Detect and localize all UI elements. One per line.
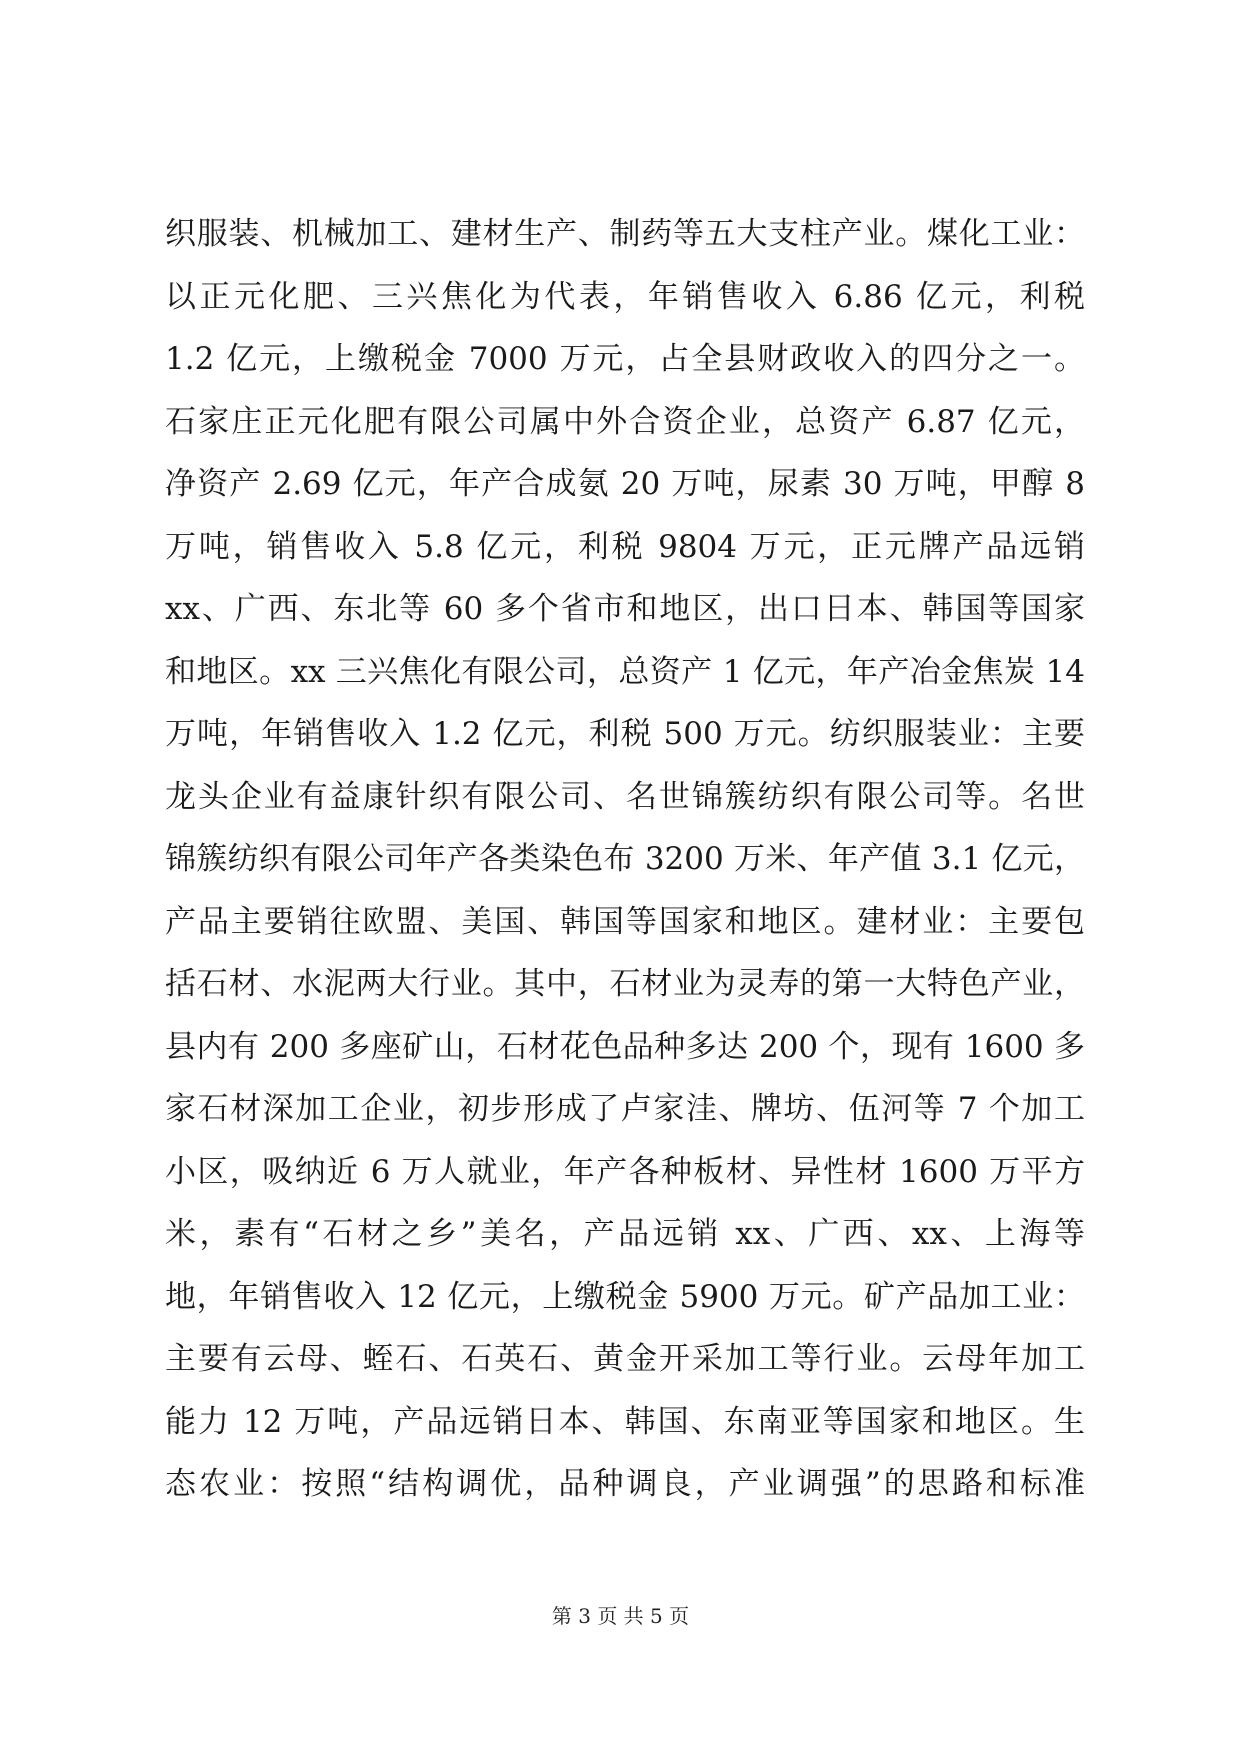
page-number-footer: 第 3 页 共 5 页 [551,1604,690,1628]
text-line: 地，年销售收入 12 亿元，上缴税金 5900 万元。矿产品加工业： [165,1278,1085,1315]
text-line: 织服装、机械加工、建材生产、制药等五大支柱产业。煤化工业： [165,216,1085,252]
text-line: 能力 12 万吨，产品远销日本、韩国、东南亚等国家和地区。生 [165,1403,1085,1440]
text-line: 锦簇纺织有限公司年产各类染色布 3200 万米、年产值 3.1 亿元， [165,841,1085,877]
text-line: 和地区。xx 三兴焦化有限公司，总资产 1 亿元，年产冶金焦炭 14 [165,653,1085,690]
text-line: 龙头企业有益康针织有限公司、名世锦簇纺织有限公司等。名世 [165,778,1085,815]
text-line: xx、广西、东北等 60 多个省市和地区，出口日本、韩国等国家 [165,591,1085,627]
text-line: 括石材、水泥两大行业。其中，石材业为灵寿的第一大特色产业， [165,966,1085,1002]
text-line: 县内有 200 多座矿山，石材花色品种多达 200 个，现有 1600 多 [165,1028,1085,1065]
text-line: 家石材深加工企业，初步形成了卢家洼、牌坊、伍河等 7 个加工 [165,1091,1085,1127]
text-line: 小区，吸纳近 6 万人就业，年产各种板材、异性材 1600 万平方 [165,1153,1085,1190]
text-line: 石家庄正元化肥有限公司属中外合资企业，总资产 6.87 亿元， [165,403,1085,440]
text-line: 万吨，年销售收入 1.2 亿元，利税 500 万元。纺织服装业：主要 [165,716,1085,752]
text-line: 万吨，销售收入 5.8 亿元，利税 9804 万元，正元牌产品远销 [165,528,1085,565]
text-line: 米，素有“石材之乡”美名，产品远销 xx、广西、xx、上海等 [165,1216,1085,1252]
text-line: 产品主要销往欧盟、美国、韩国等国家和地区。建材业：主要包 [165,903,1085,940]
text-line: 1.2 亿元，上缴税金 7000 万元，占全县财政收入的四分之一。 [165,341,1085,377]
text-line: 以正元化肥、三兴焦化为代表，年销售收入 6.86 亿元，利税 [165,278,1085,315]
text-line: 主要有云母、蛭石、石英石、黄金开采加工等行业。云母年加工 [165,1341,1085,1377]
body-text [165,203,1085,1516]
text-line: 态农业：按照“结构调优，品种调良，产业调强”的思路和标准 [165,1466,1085,1502]
text-line: 净资产 2.69 亿元，年产合成氨 20 万吨，尿素 30 万吨，甲醇 8 [165,466,1085,502]
